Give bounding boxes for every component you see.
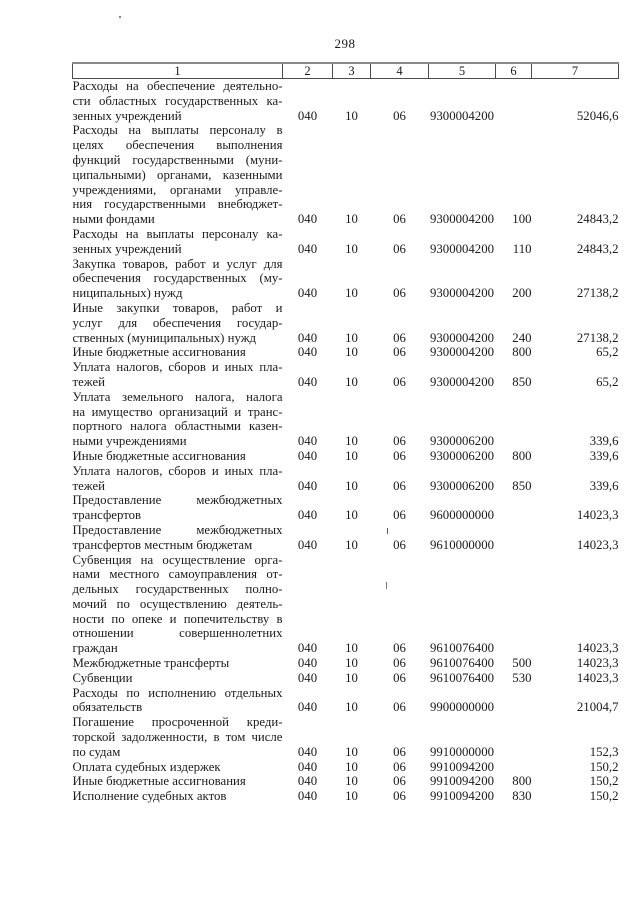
section-code: 10 [345, 478, 358, 493]
subsection-code: 06 [393, 774, 406, 789]
expense-type-code [496, 493, 532, 523]
section-code: 10 [345, 508, 358, 523]
grbs-code: 040 [297, 374, 318, 389]
description-line: Оплата судебных издержек [72, 759, 221, 774]
target-article-code: 9910094200 [430, 759, 494, 774]
table-row [73, 774, 619, 789]
subsection-code: 06 [393, 759, 406, 774]
expenditure-description [73, 671, 283, 686]
description-line: Субвенция на осуществление орга- [72, 552, 283, 567]
grbs-code: 040 [297, 537, 318, 552]
target-article-code: 9300006200 [430, 448, 494, 463]
description-line: Исполнение судебных актов [72, 789, 227, 804]
subsection-code: 06 [393, 478, 406, 493]
section-code: 10 [345, 744, 358, 759]
budget-expenditure-table [72, 62, 619, 804]
description-line: учреждениями, органами управле- [72, 182, 283, 197]
table-row [73, 686, 619, 716]
expenditure-description [73, 345, 283, 360]
grbs-code: 040 [297, 345, 318, 360]
grbs-code: 040 [297, 286, 318, 301]
target-article-code: 9610076400 [430, 656, 494, 671]
expense-type-code: 110 [512, 241, 532, 256]
description-line: портного налога областными казен- [72, 419, 283, 434]
expense-type-code [496, 715, 532, 759]
grbs-code: 040 [297, 789, 318, 804]
expense-type-code: 850 [512, 478, 532, 493]
description-line: функций государственными (муни- [72, 152, 283, 167]
section-code: 10 [345, 537, 358, 552]
section-code: 10 [345, 330, 358, 345]
expense-type-code [496, 390, 532, 449]
page-content [72, 36, 618, 804]
expense-type-code [496, 553, 532, 657]
description-line: ными фондами [72, 212, 155, 227]
section-code: 10 [345, 789, 358, 804]
table-row [73, 123, 619, 227]
description-line: дельных государственных полно- [72, 582, 283, 597]
section-code: 10 [345, 448, 358, 463]
target-article-code: 9300004200 [430, 212, 494, 227]
description-line: Иные бюджетные ассигнования [72, 345, 246, 360]
amount-value: 150,2 [589, 774, 619, 789]
grbs-code: 040 [297, 330, 318, 345]
description-line: ности по опеке и попечительству в [72, 611, 283, 626]
table-row [73, 345, 619, 360]
description-line: мочий по осуществлению деятель- [72, 596, 283, 611]
description-line: Иные бюджетные ассигнования [72, 448, 246, 463]
section-code: 10 [345, 241, 358, 256]
expense-type-code: 800 [512, 774, 532, 789]
target-article-code: 9300004200 [430, 241, 494, 256]
description-line: отношении совершеннолетних [72, 626, 283, 641]
subsection-code: 06 [393, 670, 406, 685]
expense-type-code [496, 686, 532, 716]
grbs-code: 040 [297, 700, 318, 715]
amount-value: 27138,2 [576, 330, 619, 345]
description-line: ципальными) органами, казенными [72, 167, 283, 182]
expense-type-code [496, 760, 532, 775]
table-row [73, 523, 619, 553]
subsection-code: 06 [393, 508, 406, 523]
table-row [73, 671, 619, 686]
subsection-code: 06 [393, 434, 406, 449]
description-line: Расходы на обеспечение деятельно- [72, 79, 283, 93]
expense-type-code: 800 [512, 345, 532, 360]
subsection-code: 06 [393, 108, 406, 123]
table-row [73, 656, 619, 671]
subsection-code: 06 [393, 789, 406, 804]
expenditure-description [73, 79, 283, 124]
grbs-code: 040 [297, 241, 318, 256]
expense-type-code: 100 [512, 212, 532, 227]
subsection-code: 06 [393, 656, 406, 671]
scan-tick-artifact [386, 582, 387, 589]
section-code: 10 [345, 434, 358, 449]
table-row [73, 760, 619, 775]
description-line: обеспечения государственных (му- [72, 271, 283, 286]
grbs-code: 040 [297, 108, 318, 123]
description-line: Уплата налогов, сборов и иных пла- [72, 360, 283, 375]
target-article-code: 9910094200 [430, 774, 494, 789]
amount-value: 65,2 [596, 374, 619, 389]
expenditure-description [73, 464, 283, 494]
description-line: ния государственными внебюджет- [72, 197, 283, 212]
grbs-code: 040 [297, 448, 318, 463]
description-line: Предоставление межбюджетных [72, 493, 283, 508]
target-article-code: 9300006200 [430, 478, 494, 493]
expenditure-description [73, 390, 283, 449]
description-line: сти областных государственных ка- [72, 93, 283, 108]
subsection-code: 06 [393, 641, 406, 656]
table-row [73, 449, 619, 464]
description-line: Иные закупки товаров, работ и [72, 300, 283, 315]
target-article-code: 9610076400 [430, 641, 494, 656]
target-article-code: 9610000000 [430, 537, 494, 552]
grbs-code: 040 [297, 434, 318, 449]
column-header-3: 3 [333, 63, 371, 79]
description-line: по судам [72, 744, 121, 759]
grbs-code: 040 [297, 759, 318, 774]
expenditure-description [73, 360, 283, 390]
expenditure-description [73, 301, 283, 345]
description-line: услуг для обеспечения государ- [72, 315, 283, 330]
target-article-code: 9300004200 [430, 108, 494, 123]
target-article-code: 9900000000 [430, 700, 494, 715]
expenditure-description [73, 227, 283, 257]
section-code: 10 [345, 212, 358, 227]
table-row [73, 789, 619, 804]
grbs-code: 040 [297, 508, 318, 523]
amount-value: 152,3 [589, 744, 619, 759]
amount-value: 14023,3 [576, 508, 619, 523]
expenditure-description [73, 760, 283, 775]
description-line: Расходы по исполнению отдельных [72, 685, 283, 700]
amount-value: 14023,3 [576, 670, 619, 685]
subsection-code: 06 [393, 537, 406, 552]
amount-value: 150,2 [589, 759, 619, 774]
header-row [73, 63, 619, 79]
subsection-code: 06 [393, 345, 406, 360]
subsection-code: 06 [393, 286, 406, 301]
expense-type-code: 830 [512, 789, 532, 804]
column-header-7: 7 [532, 63, 619, 79]
amount-value: 24843,2 [576, 212, 619, 227]
expense-type-code: 200 [512, 286, 532, 301]
table-header-row [73, 63, 619, 79]
amount-value: 27138,2 [576, 286, 619, 301]
column-header-4: 4 [371, 63, 429, 79]
section-code: 10 [345, 286, 358, 301]
expenditure-description [73, 656, 283, 671]
amount-value: 339,6 [589, 448, 619, 463]
section-code: 10 [345, 670, 358, 685]
amount-value: 150,2 [589, 789, 619, 804]
amount-value: 14023,3 [576, 537, 619, 552]
amount-value: 14023,3 [576, 656, 619, 671]
expense-type-code: 500 [512, 656, 532, 671]
description-line: Уплата земельного налога, налога [72, 389, 283, 404]
description-line: обязательств [72, 700, 143, 715]
scan-speck-artifact [119, 16, 121, 18]
expenditure-description [73, 449, 283, 464]
expense-type-code [496, 523, 532, 553]
section-code: 10 [345, 700, 358, 715]
expense-type-code: 850 [512, 374, 532, 389]
description-line: тежей [72, 374, 105, 389]
table-row [73, 715, 619, 759]
description-line: торской задолженности, в том числе [72, 730, 283, 745]
column-header-6: 6 [496, 63, 532, 79]
subsection-code: 06 [393, 700, 406, 715]
description-line: Закупка товаров, работ и услуг для [72, 256, 283, 271]
grbs-code: 040 [297, 641, 318, 656]
table-row [73, 464, 619, 494]
description-line: тежей [72, 478, 105, 493]
scan-tick-artifact [387, 528, 388, 534]
description-line: Субвенции [72, 670, 133, 685]
grbs-code: 040 [297, 478, 318, 493]
expenditure-description [73, 774, 283, 789]
target-article-code: 9300004200 [430, 330, 494, 345]
expense-type-code: 240 [512, 330, 532, 345]
section-code: 10 [345, 108, 358, 123]
table-row [73, 301, 619, 345]
description-line: граждан [72, 641, 118, 656]
amount-value: 21004,7 [576, 700, 619, 715]
table-row [73, 553, 619, 657]
amount-value: 339,6 [589, 434, 619, 449]
target-article-code: 9300006200 [430, 434, 494, 449]
table-row [73, 79, 619, 124]
grbs-code: 040 [297, 774, 318, 789]
target-article-code: 9300004200 [430, 286, 494, 301]
expenditure-description [73, 715, 283, 759]
target-article-code: 9910094200 [430, 789, 494, 804]
column-header-5: 5 [429, 63, 496, 79]
table-row [73, 227, 619, 257]
subsection-code: 06 [393, 212, 406, 227]
table-row [73, 257, 619, 301]
section-code: 10 [345, 345, 358, 360]
grbs-code: 040 [297, 670, 318, 685]
amount-value: 65,2 [596, 345, 619, 360]
subsection-code: 06 [393, 744, 406, 759]
expense-type-code [496, 79, 532, 124]
expenditure-description [73, 686, 283, 716]
expense-type-code: 530 [512, 670, 532, 685]
page-number: 298 [334, 36, 356, 51]
grbs-code: 040 [297, 744, 318, 759]
amount-value: 14023,3 [576, 641, 619, 656]
target-article-code: 9300004200 [430, 345, 494, 360]
target-article-code: 9610076400 [430, 670, 494, 685]
description-line: Предоставление межбюджетных [72, 522, 283, 537]
table-body [73, 79, 619, 805]
description-line: Уплата налогов, сборов и иных пла- [72, 463, 283, 478]
amount-value: 52046,6 [576, 108, 619, 123]
section-code: 10 [345, 374, 358, 389]
description-line: Погашение просроченной креди- [72, 715, 283, 730]
expenditure-description [73, 257, 283, 301]
description-line: ными учреждениями [72, 434, 187, 449]
description-line: трансфертов местным бюджетам [72, 537, 253, 552]
expense-type-code: 800 [512, 448, 532, 463]
target-article-code: 9300004200 [430, 374, 494, 389]
description-line: Расходы на выплаты персоналу ка- [72, 226, 283, 241]
description-line: Иные бюджетные ассигнования [72, 774, 246, 789]
target-article-code: 9600000000 [430, 508, 494, 523]
description-line: Расходы на выплаты персоналу в [72, 123, 283, 138]
description-line: трансфертов [72, 508, 142, 523]
grbs-code: 040 [297, 656, 318, 671]
description-line: Межбюджетные трансферты [72, 656, 230, 671]
amount-value: 24843,2 [576, 241, 619, 256]
column-header-1: 1 [73, 63, 283, 79]
table-row [73, 493, 619, 523]
target-article-code: 9910000000 [430, 744, 494, 759]
description-line: на имущество организаций и транс- [72, 404, 283, 419]
grbs-code: 040 [297, 212, 318, 227]
table-row [73, 390, 619, 449]
section-code: 10 [345, 774, 358, 789]
column-header-2: 2 [283, 63, 333, 79]
description-line: целях обеспечения выполнения [72, 138, 283, 153]
section-code: 10 [345, 641, 358, 656]
subsection-code: 06 [393, 448, 406, 463]
section-code: 10 [345, 759, 358, 774]
expenditure-description [73, 493, 283, 523]
description-line: нами местного самоуправления от- [72, 567, 283, 582]
subsection-code: 06 [393, 374, 406, 389]
amount-value: 339,6 [589, 478, 619, 493]
expenditure-description [73, 123, 283, 227]
subsection-code: 06 [393, 241, 406, 256]
description-line: ниципальных) нужд [72, 286, 183, 301]
expenditure-description [73, 789, 283, 804]
subsection-code: 06 [393, 330, 406, 345]
section-code: 10 [345, 656, 358, 671]
description-line: зенных учреждений [72, 108, 182, 123]
expenditure-description [73, 523, 283, 553]
description-line: ственных (муниципальных) нужд [72, 330, 257, 345]
expenditure-description [73, 553, 283, 657]
table-row [73, 360, 619, 390]
description-line: зенных учреждений [72, 241, 182, 256]
